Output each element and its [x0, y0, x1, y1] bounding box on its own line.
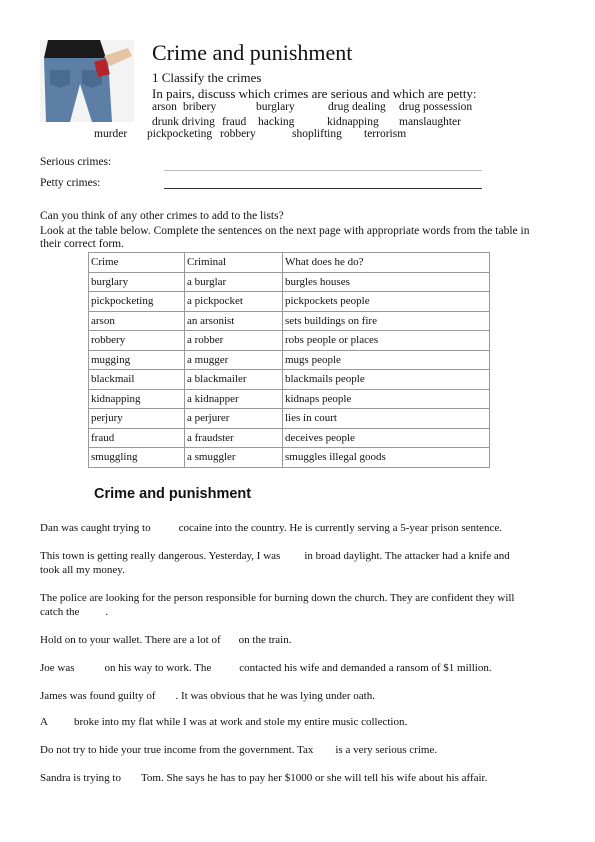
sentence-text: Hold on to your wallet. There are a lot of	[40, 634, 221, 646]
word-bank-item: shoplifting	[292, 128, 342, 140]
cell-criminal: a perjurer	[185, 409, 283, 429]
cell-criminal: a burglar	[185, 272, 283, 292]
sentence-9	[40, 772, 487, 784]
petty-crimes-answer-line[interactable]	[164, 188, 482, 189]
sentence-text: James was found guilty of	[40, 690, 156, 702]
sentence-text: on his way to work. The	[104, 662, 212, 674]
section-title: Crime and punishment	[94, 486, 252, 502]
serious-crimes-label: Serious crimes:	[40, 156, 112, 168]
cell-crime: smuggling	[89, 448, 185, 468]
word-bank-item: murder	[94, 128, 128, 140]
sentence-text: contacted his wife and demanded a ransom of $1 million.	[239, 662, 492, 674]
cell-criminal: a robber	[185, 331, 283, 351]
cell-action: sets buildings on fire	[283, 311, 490, 331]
jeans-pocket-illustration	[40, 40, 134, 122]
word-bank-item: arson	[152, 101, 177, 113]
sentence-3: The police are looking for the person responsible for burning down the church. They are confident they will	[40, 592, 515, 604]
cell-criminal: a mugger	[185, 350, 283, 370]
sentence-text: .	[105, 606, 109, 618]
cell-action: deceives people	[283, 428, 490, 448]
cell-criminal: an arsonist	[185, 311, 283, 331]
cell-criminal: a kidnapper	[185, 389, 283, 409]
petty-crimes-label: Petty crimes:	[40, 177, 101, 189]
sentence-text: Joe was	[40, 662, 75, 674]
intro-instruction: Look at the table below. Complete the sentences on the next page with appropriate words from the table in	[40, 225, 530, 237]
table-row	[89, 272, 490, 292]
serious-crimes-answer-line[interactable]	[164, 170, 482, 171]
cell-action: blackmails people	[283, 370, 490, 390]
cell-crime: mugging	[89, 350, 185, 370]
table-row	[89, 428, 490, 448]
sentence-8	[40, 744, 437, 756]
sentence-6	[40, 690, 375, 702]
word-bank-item: drug possession	[399, 101, 473, 113]
cell-crime: burglary	[89, 272, 185, 292]
cell-crime: robbery	[89, 331, 185, 351]
cell-crime: pickpocketing	[89, 292, 185, 312]
cell-action: kidnaps people	[283, 389, 490, 409]
page-title: Crime and punishment	[152, 40, 353, 65]
sentence-text: Tom. She says he has to pay her $1000 or she will tell his wife about his affair.	[140, 772, 488, 784]
sentence-text: Sandra is trying to	[40, 772, 121, 784]
cell-crime: fraud	[89, 428, 185, 448]
cell-crime: blackmail	[89, 370, 185, 390]
word-bank-item: drug dealing	[328, 101, 386, 113]
sentence-text: This town is getting really dangerous. Yesterday, I was	[40, 550, 281, 562]
cell-criminal: a pickpocket	[185, 292, 283, 312]
sentence-text: cocaine into the country. He is currently serving a 5-year prison sentence.	[178, 522, 502, 534]
sentence-5	[40, 662, 492, 674]
word-bank-item: manslaughter	[399, 116, 461, 128]
intro-instruction-cont: their correct form.	[40, 238, 124, 250]
sentence-text: in broad daylight. The attacker had a knife and	[304, 550, 510, 562]
table-row	[89, 389, 490, 409]
sentence-2	[40, 550, 510, 562]
word-bank-item: hacking	[258, 116, 295, 128]
table-row	[89, 331, 490, 351]
sentence-4	[40, 634, 292, 646]
header-photo	[40, 40, 134, 122]
sentence-text: A	[40, 716, 48, 728]
sentence-text: broke into my flat while I was at work and stole my entire music collection.	[73, 716, 408, 728]
sentence-text: on the train.	[238, 634, 292, 646]
sentence-text: . It was obvious that he was lying under oath.	[175, 690, 375, 702]
sentence-text: is a very serious crime.	[335, 744, 438, 756]
cell-criminal: a blackmailer	[185, 370, 283, 390]
sentence-text: catch the	[40, 606, 80, 618]
cell-crime: perjury	[89, 409, 185, 429]
word-bank-item: fraud	[222, 116, 247, 128]
exercise-heading: 1 Classify the crimes	[152, 70, 262, 85]
table-row	[89, 370, 490, 390]
cell-criminal: a fraudster	[185, 428, 283, 448]
word-bank-item: bribery	[183, 101, 217, 113]
cell-action: smuggles illegal goods	[283, 448, 490, 468]
table-row	[89, 350, 490, 370]
table-row	[89, 292, 490, 312]
word-bank-item: robbery	[220, 128, 256, 140]
cell-criminal: a smuggler	[185, 448, 283, 468]
cell-action: robs people or places	[283, 331, 490, 351]
sentence-text: Dan was caught trying to	[40, 522, 151, 534]
table-header-row	[89, 253, 490, 273]
sentence-text: Do not try to hide your true income from the government. Tax	[40, 744, 314, 756]
sentence-3-cont	[40, 606, 108, 618]
word-bank-item: terrorism	[364, 128, 407, 140]
cell-action: pickpockets people	[283, 292, 490, 312]
word-bank-item: kidnapping	[327, 116, 379, 128]
cell-action: mugs people	[283, 350, 490, 370]
word-bank-item: burglary	[256, 101, 295, 113]
column-header-criminal: Criminal	[185, 253, 283, 273]
table-row	[89, 409, 490, 429]
sentence-7	[40, 716, 407, 728]
cell-action: burgles houses	[283, 272, 490, 292]
exercise-instruction: In pairs, discuss which crimes are serious and which are petty:	[152, 86, 477, 101]
column-header-crime: Crime	[89, 253, 185, 273]
table-row	[89, 311, 490, 331]
cell-crime: arson	[89, 311, 185, 331]
sentence-1	[40, 522, 502, 534]
crime-table	[88, 252, 490, 468]
cell-action: lies in court	[283, 409, 490, 429]
cell-crime: kidnapping	[89, 389, 185, 409]
word-bank-item: pickpocketing	[147, 128, 213, 140]
intro-question: Can you think of any other crimes to add to the lists?	[40, 210, 284, 222]
word-bank-item: drunk driving	[152, 116, 215, 128]
table-row	[89, 448, 490, 468]
column-header-action: What does he do?	[283, 253, 490, 273]
sentence-2-cont: took all my money.	[40, 564, 125, 576]
